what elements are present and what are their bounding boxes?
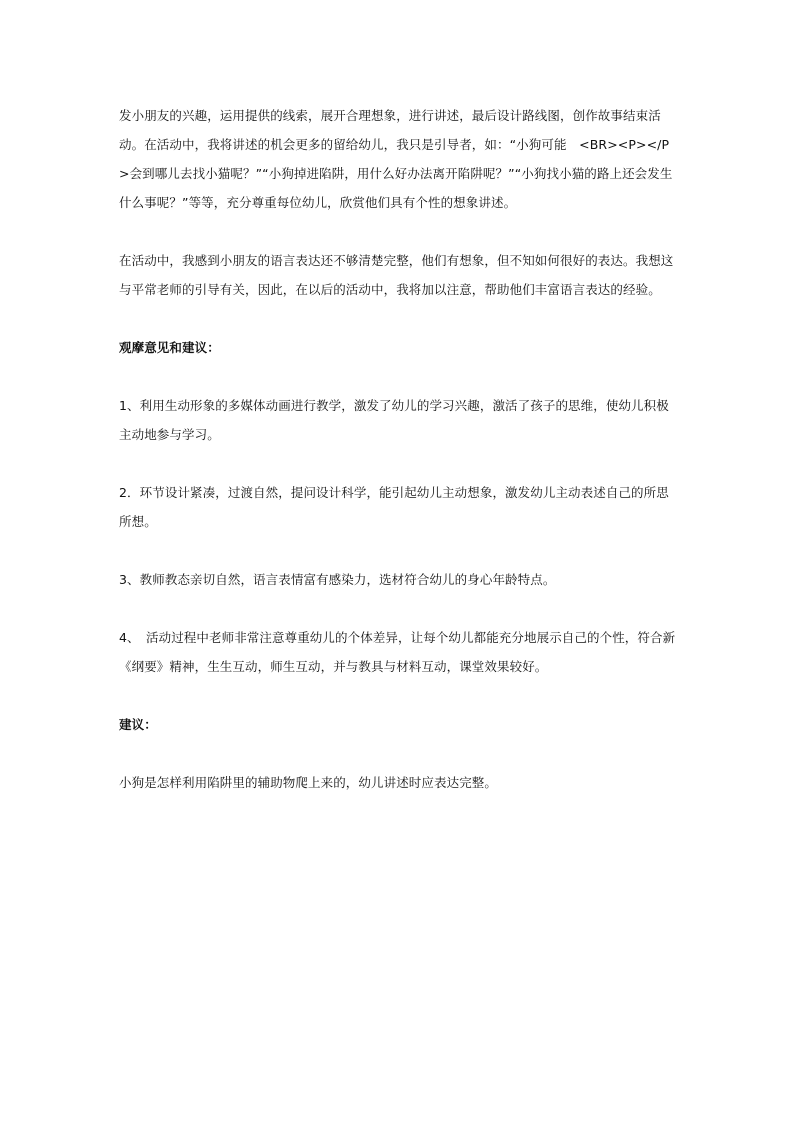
spacer xyxy=(119,536,679,565)
heading-observation: 观摩意见和建议： xyxy=(119,340,220,355)
paragraph-reflection: 在活动中，我感到小朋友的语言表达还不够清楚完整，他们有想象，但不知如何很好的表达。我想这与平常老师的引导有关，因此，在以后的活动中，我将加以注意，帮助他们丰富语言表达的经验。 xyxy=(119,253,674,297)
spacer xyxy=(119,362,679,391)
paragraph-suggestion: 小狗是怎样利用陷阱里的辅助物爬上来的，幼儿讲述时应表达完整。 xyxy=(119,775,498,790)
spacer xyxy=(119,739,679,768)
list-item-3: 3、教师教态亲切自然，语言表情富有感染力，选材符合幼儿的身心年龄特点。 xyxy=(119,572,556,587)
heading-suggestion: 建议： xyxy=(119,717,157,732)
spacer xyxy=(119,449,679,478)
document-body xyxy=(119,101,679,797)
spacer xyxy=(119,594,679,623)
list-item-2: 2．环节设计紧凑，过渡自然，提问设计科学，能引起幼儿主动想象，激发幼儿主动表述自己的所思所想。 xyxy=(119,485,669,529)
list-item-1: 1、利用生动形象的多媒体动画进行教学，激发了幼儿的学习兴趣，激活了孩子的思维，使幼儿积极主动地参与学习。 xyxy=(119,398,669,442)
spacer xyxy=(119,304,679,333)
spacer xyxy=(119,217,679,246)
spacer xyxy=(119,681,679,710)
list-item-4: 4、 活动过程中老师非常注意尊重幼儿的个体差异，让每个幼儿都能充分地展示自己的个性，符合新《纲要》精神，生生互动，师生互动，并与教具与材料互动，课堂效果较好。 xyxy=(119,630,676,674)
paragraph-activity-process: 发小朋友的兴趣，运用提供的线索，展开合理想象，进行讲述，最后设计路线图，创作故事结束活动。在活动中，我将讲述的机会更多的留给幼儿，我只是引导者，如：“小狗可能 <BR><P></P>会到哪儿去找小猫呢？”“小狗掉进陷阱，用什么好办法离开陷阱呢？”“小狗找小猫的路上还会发生什么事呢？”等等，充分尊重每位幼儿，欣赏他们具有个性的想象讲述。 xyxy=(119,108,673,210)
